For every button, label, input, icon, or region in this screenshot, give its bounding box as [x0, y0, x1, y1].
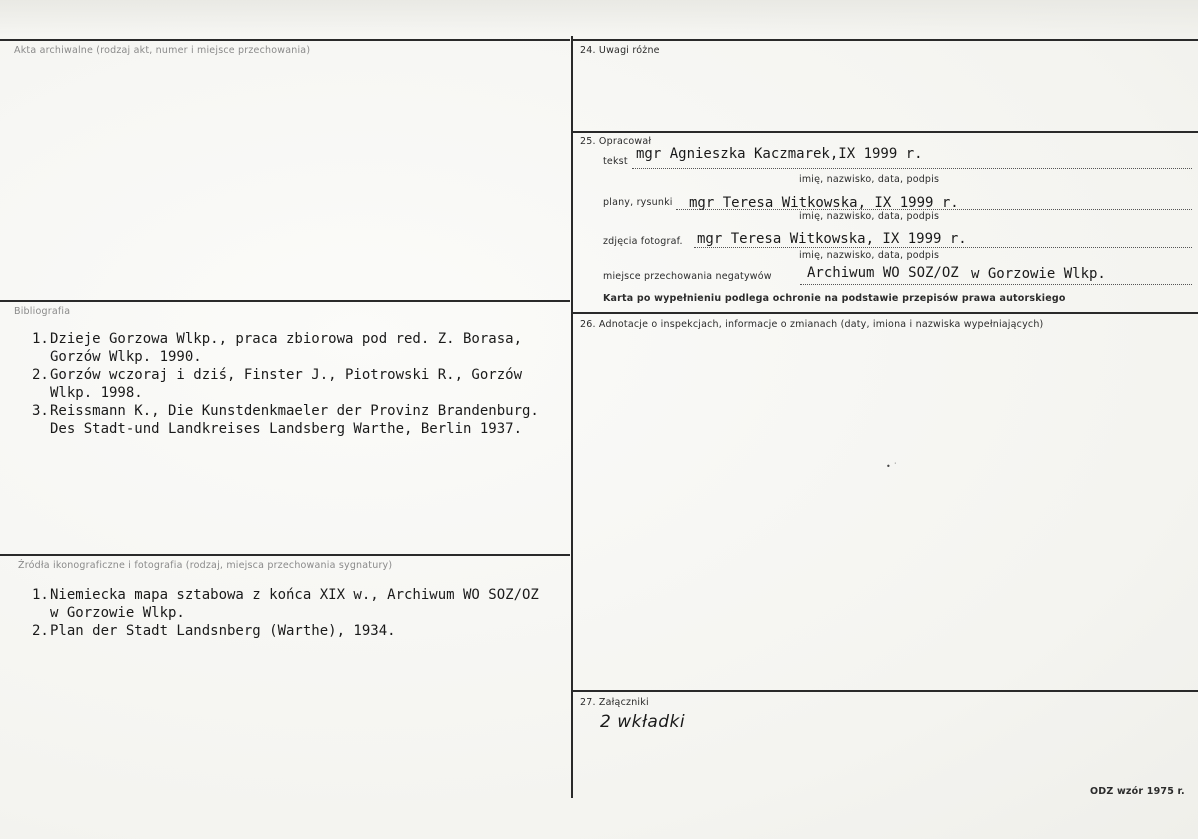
- tekst-value: mgr Agnieszka Kaczmarek,IX 1999 r.: [636, 146, 923, 162]
- negatywy-dotted-line: [800, 284, 1192, 285]
- karta-note: Karta po wypełnieniu podlega ochronie na podstawie przepisów prawa autorskiego: [603, 293, 1066, 304]
- column-divider: [571, 36, 573, 798]
- list-item: [32, 622, 539, 640]
- zrodla-list: [32, 586, 539, 640]
- zrodla-label: Źródła ikonograficzne i fotografia (rodzaj, miejsca przechowania sygnatury): [18, 560, 393, 571]
- negatywy-value-2: w Gorzowie Wlkp.: [971, 266, 1106, 282]
- list-item-text: Plan der Stadt Landsnberg (Warthe), 1934.: [50, 623, 396, 639]
- opracowal-top-rule: [573, 131, 1198, 133]
- list-item-number: 2.: [32, 623, 49, 639]
- list-item-number: 1.: [32, 587, 49, 603]
- list-item-number: 3.: [32, 403, 49, 419]
- list-item-text-cont: Gorzów Wlkp. 1990.: [50, 349, 202, 365]
- bibliografia-top-rule: [0, 300, 570, 302]
- zdjecia-value: mgr Teresa Witkowska, IX 1999 r.: [697, 231, 967, 247]
- list-item-text: Reissmann K., Die Kunstdenkmaeler der Provinz Brandenburg.: [50, 403, 539, 419]
- zdjecia-label: zdjęcia fotograf.: [603, 236, 683, 247]
- list-item-text-cont: Wlkp. 1998.: [50, 385, 143, 401]
- zalaczniki-label: 27. Załączniki: [580, 697, 649, 708]
- list-item-text: Niemiecka mapa sztabowa z końca XIX w., Archiwum WO SOZ/OZ: [50, 587, 539, 603]
- list-item: [32, 402, 539, 438]
- bibliografia-label: Bibliografia: [14, 306, 71, 317]
- list-item-number: 2.: [32, 367, 49, 383]
- plany-label: plany, rysunki: [603, 197, 673, 208]
- plany-value: mgr Teresa Witkowska, IX 1999 r.: [689, 195, 959, 211]
- list-item-text: Gorzów wczoraj i dziś, Finster J., Piotrowski R., Gorzów: [50, 367, 523, 383]
- bibliografia-list: [32, 330, 539, 438]
- list-item-text-cont: w Gorzowie Wlkp.: [50, 605, 185, 621]
- tekst-dotted-line: [632, 168, 1192, 169]
- list-item: [32, 586, 539, 622]
- plany-caption: imię, nazwisko, data, podpis: [799, 211, 940, 222]
- list-item-text: Dzieje Gorzowa Wlkp., praca zbiorowa pod red. Z. Borasa,: [50, 331, 523, 347]
- adnotacje-label: 26. Adnotacje o inspekcjach, informacje o zmianach (daty, imiona i nazwiska wypełniających): [580, 319, 1044, 330]
- akta-label: Akta archiwalne (rodzaj akt, numer i miejsce przechowania): [14, 45, 311, 56]
- list-item: [32, 366, 539, 402]
- scan-speck: • ˙: [886, 462, 898, 471]
- uwagi-top-rule: [573, 39, 1198, 41]
- zalaczniki-value: 2 wkładki: [600, 712, 686, 732]
- opracowal-label: 25. Opracował: [580, 136, 652, 147]
- negatywy-value: Archiwum WO SOZ/OZ: [807, 265, 959, 281]
- list-item-text-cont: Des Stadt-und Landkreises Landsberg Warthe, Berlin 1937.: [50, 421, 523, 437]
- list-item: [32, 330, 539, 366]
- adnotacje-top-rule: [573, 312, 1198, 314]
- zrodla-top-rule: [0, 554, 570, 556]
- akta-top-rule: [0, 39, 570, 41]
- uwagi-label: 24. Uwagi różne: [580, 45, 660, 56]
- zdjecia-caption: imię, nazwisko, data, podpis: [799, 250, 940, 261]
- zalaczniki-top-rule: [573, 690, 1198, 692]
- form-footer: ODZ wzór 1975 r.: [1090, 786, 1185, 797]
- list-item-number: 1.: [32, 331, 49, 347]
- tekst-caption: imię, nazwisko, data, podpis: [799, 174, 940, 185]
- plany-dotted-line: [676, 209, 1192, 210]
- tekst-label: tekst: [603, 156, 628, 167]
- negatywy-label: miejsce przechowania negatywów: [603, 271, 772, 282]
- scan-shadow: [0, 0, 1198, 36]
- zdjecia-dotted-line: [694, 247, 1192, 248]
